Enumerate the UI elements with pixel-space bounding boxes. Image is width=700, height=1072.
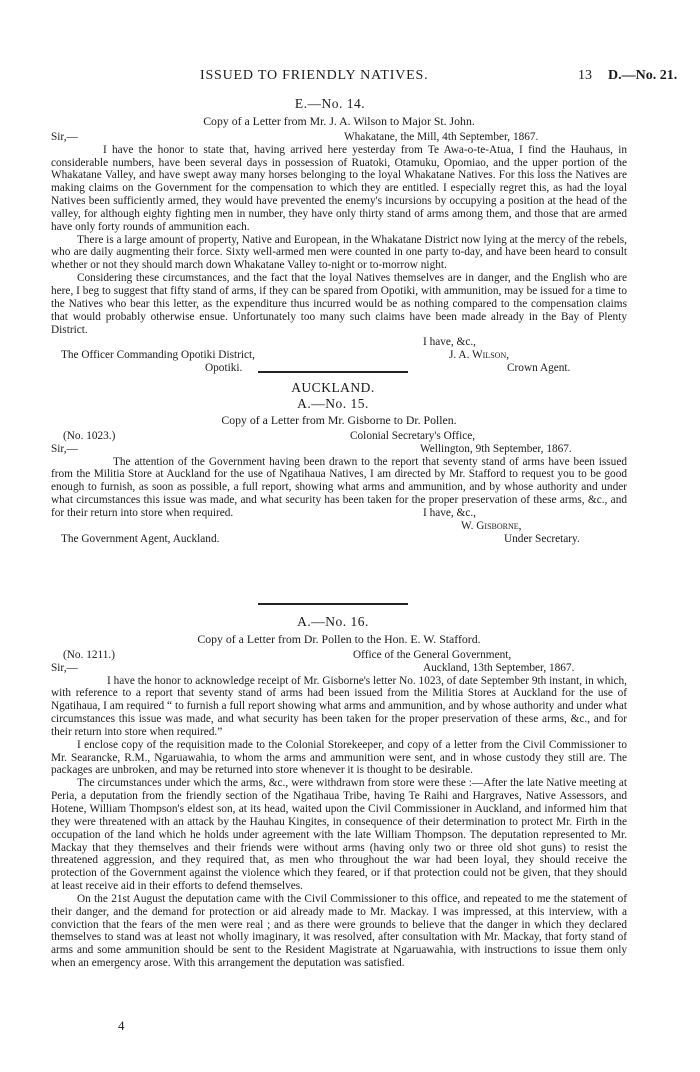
letter-e14-label: E.—No. 14.: [294, 96, 366, 111]
letter-e14: [51, 96, 627, 375]
letter-e14-closing: I have, &c.,: [423, 336, 477, 349]
letter-a16-label: A.—No. 16.: [297, 614, 369, 629]
letter-e14-paragraph: I have the honor to state that, having arrived here yesterday from Te Awa-o-te-Atua, I find the Hauhaus, in considerable numbers, have been several days in possession of Ruatoki, Otamuku, Opomiao, and the upper portion of the Whakatane Valley, and have swept away many horses belonging to the loyal Whakatane Natives. For this loss the Natives are making claims on the Government for the compensation to which they are entitled. I especially regret this, as had the loyal Natives been sufficiently armed, they would have prevented the enemy's incursions by occupying a position at the head of the valley, for although eighty fighting men in number, they have only thirty stand of arms among them, and those that are armed have only forty rounds of ammunition each.: [51, 143, 627, 233]
letter-a15-salutation: Sir,—: [51, 442, 78, 455]
section-divider: [258, 371, 408, 373]
running-head-title: ISSUED TO FRIENDLY NATIVES.: [200, 68, 429, 83]
document-reference: D.—No. 21.: [608, 68, 678, 83]
letter-a15-signature-line: [51, 520, 627, 533]
letter-a15-caption: Copy of a Letter from Mr. Gisborne to Dr. Pollen.: [221, 413, 457, 427]
letter-a16-salutation: Sir,—: [51, 661, 78, 674]
letter-e14-caption: [51, 115, 627, 128]
letter-e14-paragraph: There is a large amount of property, Native and European, in the Whakatane District now lying at the mercy of the rebels, who are daily augmenting their force. Sixty well-armed men were counted in one party to-day, and have been heard to consult whether or not they should march down Whakatane Valley to-night or to-morrow night.: [51, 233, 627, 272]
letter-e14-signature-line: [51, 349, 627, 362]
letter-a15-place-date: Wellington, 9th September, 1867.: [420, 442, 572, 455]
letter-a16-paragraph: I enclose copy of the requisition made to the Colonial Storekeeper, and copy of a letter from the Civil Commissioner to Mr. Searancke, R.M., Ngaruawahia, to whom the arms and ammunition were sent, and in whose custody they still are. The packages are unbroken, and may be returned into store whenever it is thought to be desirable.: [51, 738, 627, 777]
letter-e14-paragraph: Considering these circumstances, and the fact that the loyal Natives themselves are in danger, and the English who are here, I beg to suggest that fifty stand of arms, if they can be spared from Opotiki, with ammunition, may be issued for a time to the Natives who bear this letter, as the expenditure thus incurred would be as nothing compared to the compensation claims that would probably otherwise ensue. Unfortunately too many such claims have been made already in the Bay of Plenty District.: [51, 272, 627, 336]
letter-a16-office: Office of the General Government,: [353, 648, 512, 661]
letter-a16: [51, 614, 627, 970]
section-divider: [258, 603, 408, 605]
letter-a15-office: Colonial Secretary's Office,: [350, 429, 476, 442]
letter-e14-header-line: [51, 131, 627, 144]
letter-a16-number-line: [51, 649, 627, 662]
letter-a16-place-date: Auckland, 13th September, 1867.: [423, 661, 575, 674]
letter-a15-signature-title: Under Secretary.: [504, 532, 580, 545]
letter-a15-paragraph: The attention of the Government having been drawn to the report that seventy stand of arms have been issued from the Militia Store at Auckland for the use of Ngatihaua Natives, I am directed by Mr. Stafford to request you to be good enough to furnish, as soon as possible, a full report, showing what arms and ammunition, and by whose authority and under what circumstances this issue was made, and what security has been taken for the proper preservation of these arms, &c., and for their return into store when required.: [51, 455, 627, 519]
letter-e14-place-date: Whakatane, the Mill, 4th September, 1867.: [344, 130, 539, 143]
letter-a15-addressee: The Government Agent, Auckland.: [61, 532, 220, 545]
letter-a16-paragraph: The circumstances under which the arms, &c., were withdrawn from store were these :—After the late Native meeting at Peria, a deputation from the friendly section of the Ngatihaua Tribe, having Te Raihi and Hargraves, Native Assessors, and Hotene, William Thompson's eldest son, at its head, waited upon the Civil Commissioner in Auckland, and informed him that they were threatened with an attack by the Hauhau Kingites, in consequence of their determination to protect Mr. Firth in the occupation of the land which he holds under agreement with the late William Thompson. The deputation represented to Mr. Mackay that they themselves and their friends were without arms (having only two or three old shot guns) to resist the threatened aggression, and they required that, as men who throughout the war had been loyal, they should receive the protection of the Government against the violence which they feared, or if that protection could not be given, that they should at least receive aid in their efforts to defend themselves.: [51, 777, 627, 893]
section-heading-auckland: AUCKLAND.: [291, 380, 375, 395]
letter-a16-body: [51, 675, 627, 970]
letter-a16-paragraph: I have the honor to acknowledge receipt of Mr. Gisborne's letter No. 1023, of date September 9th instant, in which, with reference to a report that seventy stand of arms had been issued from the Militia Stores at Auckland for the use of Ngatihaua, I am required “ to furnish a full report showing what arms and ammunition, and by whose authority and under what circumstances this issue was made, and what security has been taken for the proper preservation of these arms, &c., and for their return into store when required.”: [51, 674, 627, 738]
signature-mark: 4: [118, 1018, 125, 1033]
letter-a15-label: A.—No. 15.: [297, 396, 369, 411]
letter-a16-caption: Copy of a Letter from Dr. Pollen to the Hon. E. W. Stafford.: [197, 632, 481, 646]
letter-a15-number-line: [51, 430, 627, 443]
letter-e14-signature-title: Crown Agent.: [507, 362, 571, 375]
letter-e14-addressee-place: Opotiki.: [205, 362, 243, 375]
letter-a16-number: (No. 1211.): [63, 648, 115, 661]
letter-a15-closing-line: [51, 507, 627, 520]
letter-e14-salutation: Sir,—: [51, 130, 78, 143]
letter-a15-number: (No. 1023.): [63, 429, 116, 442]
letter-a16-header-line: [51, 662, 627, 675]
letter-e14-closing-line: [51, 336, 627, 349]
letter-a15-closing: I have, &c.,: [423, 506, 477, 519]
letter-a16-paragraph: On the 21st August the deputation came with the Civil Commissioner to this office, and repeated to me the statement of their danger, and the demand for protection or aid already made to Mr. Mackay. I was impressed, at this interview, with a conviction that the fears of the men were real ; and as there were grounds to believe that the danger in which they declared themselves to stand was at least not wholly imaginary, it was resolved, after consultation with Mr. Mackay, that forty stand of arms and some ammunition should be sent to the Resident Magistrate at Ngaruawahia, with instructions to issue them only when an emergency arose. With this arrangement the deputation was satisfied.: [51, 892, 627, 970]
page-number: 13: [578, 68, 592, 83]
running-head: [0, 68, 700, 84]
letter-a15-title-line: [51, 533, 627, 546]
letter-e14-signature: J. A. Wilson,: [449, 349, 510, 362]
letter-e14-caption-text: Copy of a Letter from Mr. J. A. Wilson to Major St. John.: [203, 114, 475, 128]
letter-e14-body: [51, 144, 627, 337]
letter-e14-addressee: The Officer Commanding Opotiki District,: [61, 349, 255, 362]
letter-a15-header-line: [51, 443, 627, 456]
letter-a15-signature: W. Gisborne,: [461, 519, 522, 532]
letter-a15: [51, 380, 627, 545]
